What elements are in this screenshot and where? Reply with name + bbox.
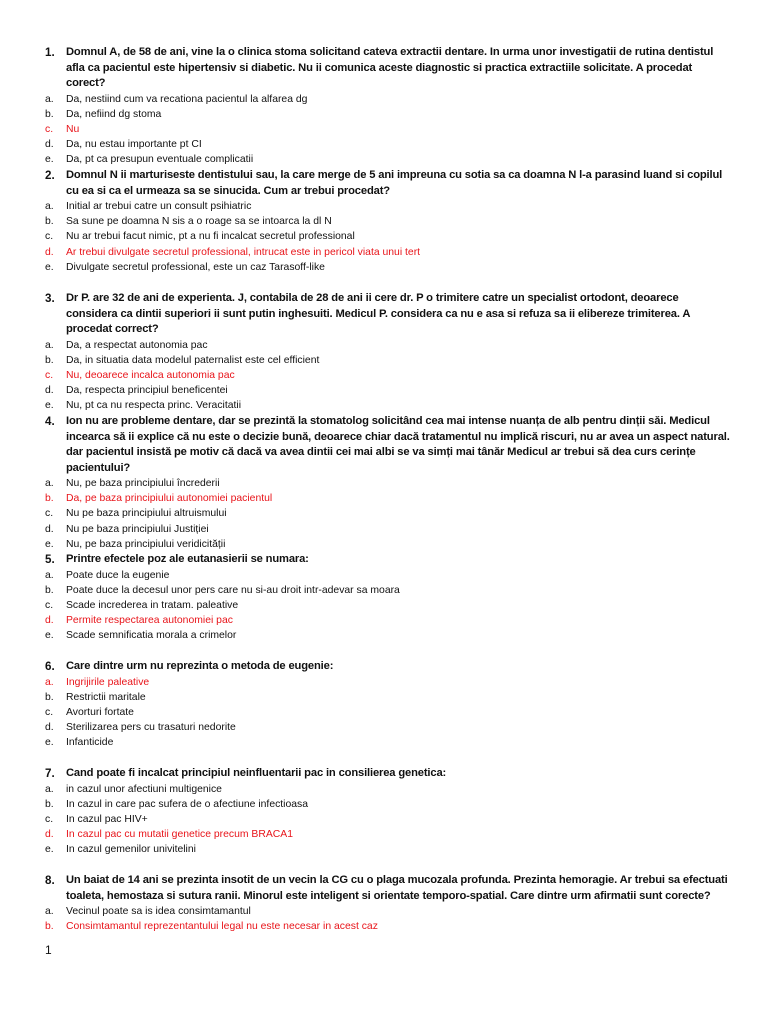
option-c xyxy=(0,812,768,827)
option-a xyxy=(0,568,768,583)
question-4 xyxy=(0,414,768,552)
option-a xyxy=(0,476,768,491)
question-number: 8. xyxy=(45,874,55,887)
option-letter: e. xyxy=(45,844,54,856)
option-a xyxy=(0,904,768,919)
option-text: Poate duce la eugenie xyxy=(66,569,170,581)
option-text: Da, nu estau importante pt CI xyxy=(66,139,202,151)
option-c xyxy=(0,229,768,244)
option-letter: d. xyxy=(45,139,54,151)
option-text: Da, in situatia data modelul paternalist este cel efficient xyxy=(66,354,320,366)
option-text: Infanticide xyxy=(66,737,114,749)
option-letter: d. xyxy=(45,722,54,734)
option-a xyxy=(0,92,768,107)
option-a xyxy=(0,199,768,214)
option-letter: d. xyxy=(45,615,54,627)
option-letter: d. xyxy=(45,246,54,258)
option-text: Poate duce la decesul unor pers care nu si-au droit intr-adevar sa moara xyxy=(66,584,400,596)
option-letter: c. xyxy=(45,123,54,135)
option-text: Nu, deoarece incalca autonomia pac xyxy=(66,369,235,381)
option-letter: a. xyxy=(45,783,54,795)
option-letter: a. xyxy=(45,201,54,212)
option-text: Ingrijirile paleative xyxy=(66,676,150,688)
question-text: Printre efectele poz ale eutanasierii se numara: xyxy=(66,553,309,565)
option-a xyxy=(0,338,768,353)
option-text: Restrictii maritale xyxy=(66,691,146,703)
question-1 xyxy=(0,45,768,168)
option-d xyxy=(0,137,768,152)
option-text: Nu, pe baza principiului încrederii xyxy=(66,478,220,489)
option-text: Sterilizarea pers cu trasaturi nedorite xyxy=(66,722,236,734)
option-letter: e. xyxy=(45,737,54,749)
option-letter: e. xyxy=(45,630,54,642)
option-letter: a. xyxy=(45,93,54,105)
option-d xyxy=(0,522,768,537)
option-letter: c. xyxy=(45,231,54,243)
option-text: Nu, pt ca nu respecta princ. Veracitatii xyxy=(66,400,241,412)
question-3 xyxy=(0,291,768,414)
question-text: Care dintre urm nu reprezinta o metoda de eugenie: xyxy=(66,660,334,672)
option-text: Scade semnificatia morala a crimelor xyxy=(66,630,237,642)
option-text: Da, nefiind dg stoma xyxy=(66,108,162,120)
option-letter: b. xyxy=(45,798,54,810)
option-letter: c. xyxy=(45,369,54,381)
question-5 xyxy=(0,552,768,644)
option-letter: a. xyxy=(45,676,54,688)
option-text: Da, pe baza principiului autonomiei pacientul xyxy=(66,493,273,505)
option-text: Permite respectarea autonomiei pac xyxy=(66,615,233,627)
option-text: Da, nestiind cum va recationa pacientul la alfarea dg xyxy=(66,93,308,105)
option-text: Vecinul poate sa is idea consimtamantul xyxy=(66,906,251,917)
option-letter: a. xyxy=(45,339,54,351)
question-number: 2. xyxy=(45,169,55,182)
option-d-correct xyxy=(0,245,768,260)
option-letter: c. xyxy=(45,813,54,825)
option-letter: d. xyxy=(45,523,54,535)
option-b-correct xyxy=(0,491,768,506)
question-6 xyxy=(0,659,768,751)
question-2 xyxy=(0,168,768,275)
option-e xyxy=(0,260,768,275)
option-text: Da, respecta principiul beneficentei xyxy=(66,385,228,397)
option-letter: e. xyxy=(45,261,54,273)
option-letter: d. xyxy=(45,385,54,397)
option-letter: b. xyxy=(45,493,54,505)
question-7 xyxy=(0,766,768,858)
option-letter: b. xyxy=(45,921,54,933)
option-text: Da, a respectat autonomia pac xyxy=(66,339,208,351)
option-b xyxy=(0,583,768,598)
option-e xyxy=(0,398,768,413)
option-e xyxy=(0,628,768,643)
option-text: Divulgate secretul professional, este un caz Tarasoff-like xyxy=(66,261,325,273)
option-text: In cazul pac HIV+ xyxy=(66,813,148,825)
option-d xyxy=(0,720,768,735)
question-text: Dr P. are 32 de ani de experienta. J, contabila de 28 de ani ii cere dr. P o trimitere catre un specialist ortodont, deoarece considera ca dintii superiori ii sunt putin inghesuiti. Medicul P. considera ca nu e asa si refuza sa ii elibereze trimiterea. A procedat correct? xyxy=(66,292,690,335)
question-number: 6. xyxy=(45,660,55,673)
question-number: 4. xyxy=(45,415,55,428)
option-text: Nu pe baza principiului Justiției xyxy=(66,523,209,535)
option-text: in cazul unor afectiuni multigenice xyxy=(66,783,222,795)
option-letter: e. xyxy=(45,154,54,166)
option-letter: e. xyxy=(45,400,54,412)
option-c-correct xyxy=(0,368,768,383)
option-text: In cazul pac cu mutatii genetice precum BRACA1 xyxy=(66,829,293,841)
option-letter: b. xyxy=(45,584,54,596)
option-letter: b. xyxy=(45,108,54,120)
option-letter: b. xyxy=(45,354,54,366)
question-text: Cand poate fi incalcat principiul neinfluentarii pac in consilierea genetica: xyxy=(66,767,447,779)
option-c xyxy=(0,598,768,613)
option-d-correct xyxy=(0,827,768,842)
option-letter: b. xyxy=(45,691,54,703)
option-b-correct xyxy=(0,919,768,934)
option-text: In cazul gemenilor univitelini xyxy=(66,844,196,856)
option-d-correct xyxy=(0,613,768,628)
option-e xyxy=(0,152,768,167)
question-text: Un baiat de 14 ani se prezinta insotit de un vecin la CG cu o plaga mucozala profunda. Prezinta hemoragie. Ar trebui sa efectuati toaleta, hemostaza si sutura ranii. Minorul este inteligent si orientate temporo-spatial. Care dintre urm afirmatii sunt corecte? xyxy=(66,874,728,902)
option-letter: c. xyxy=(45,599,54,611)
option-b xyxy=(0,690,768,705)
option-c xyxy=(0,705,768,720)
option-text: Sa sune pe doamna N sis a o roage sa se intoarca la dl N xyxy=(66,216,332,228)
option-letter: a. xyxy=(45,906,54,917)
option-letter: c. xyxy=(45,508,54,520)
option-a-correct xyxy=(0,675,768,690)
option-a xyxy=(0,782,768,797)
option-e xyxy=(0,842,768,857)
option-c-correct xyxy=(0,122,768,137)
option-letter: d. xyxy=(45,829,54,841)
option-text: Avorturi fortate xyxy=(66,706,134,718)
option-b xyxy=(0,797,768,812)
option-letter: b. xyxy=(45,216,54,228)
option-letter: a. xyxy=(45,478,54,489)
option-text: Consimtamantul reprezentantului legal nu este necesar in acest caz xyxy=(66,921,378,933)
question-number: 7. xyxy=(45,767,55,780)
option-text: Initial ar trebui catre un consult psihiatric xyxy=(66,201,252,212)
question-number: 1. xyxy=(45,46,55,59)
question-text: Domnul N ii marturiseste dentistului sau, la care merge de 5 ani impreuna cu sotia sa ca doamna N l-a parasind luand si copilul cu ea si ca el urmeaza sa se sinucida. Cum ar trebui procedat? xyxy=(66,169,723,197)
page-number: 1 xyxy=(45,943,52,957)
option-text: In cazul in care pac sufera de o afectiune infectioasa xyxy=(66,798,309,810)
option-letter: e. xyxy=(45,538,54,550)
option-letter: c. xyxy=(45,706,54,718)
option-text: Nu, pe baza principiului veridicității xyxy=(66,538,226,550)
question-number: 5. xyxy=(45,553,55,566)
option-d xyxy=(0,383,768,398)
option-b xyxy=(0,214,768,229)
option-text: Nu pe baza principiului altruismului xyxy=(66,508,227,520)
option-text: Da, pt ca presupun eventuale complicatii xyxy=(66,154,254,166)
question-8 xyxy=(0,873,768,934)
option-text: Nu ar trebui facut nimic, pt a nu fi incalcat secretul professional xyxy=(66,231,355,243)
option-text: Scade increderea in tratam. paleative xyxy=(66,599,239,611)
option-text: Nu xyxy=(66,123,80,135)
option-letter: a. xyxy=(45,569,54,581)
question-text: Ion nu are probleme dentare, dar se prezintă la stomatolog solicitând cea mai intense nuanța de alb pentru dinții săi. Medicul incearca să ii explice că nu este o decizie bună, deoarece chiar dacă tratamentul nu implică riscuri, nu ar avea un aspect natural. dar pacientul insistă pe motiv că dacă va avea dintii cei mai albi se va simți mai tânăr Medicul ar trebui să dea curs cerințe pacientului? xyxy=(66,415,730,474)
option-b xyxy=(0,353,768,368)
option-c xyxy=(0,506,768,521)
option-e xyxy=(0,735,768,750)
option-e xyxy=(0,537,768,552)
option-b xyxy=(0,107,768,122)
question-number: 3. xyxy=(45,292,55,305)
option-text: Ar trebui divulgate secretul professional, intrucat este in pericol viata unui tert xyxy=(66,246,421,258)
question-text: Domnul A, de 58 de ani, vine la o clinica stoma solicitand cateva extractii dentare. In urma unor investigatii de rutina dentistul afla ca pacientul este hipertensiv si diabetic. Nu ii comunica aceste diagnostic si practica extractiile solicitate. A procedat corect? xyxy=(66,46,714,89)
